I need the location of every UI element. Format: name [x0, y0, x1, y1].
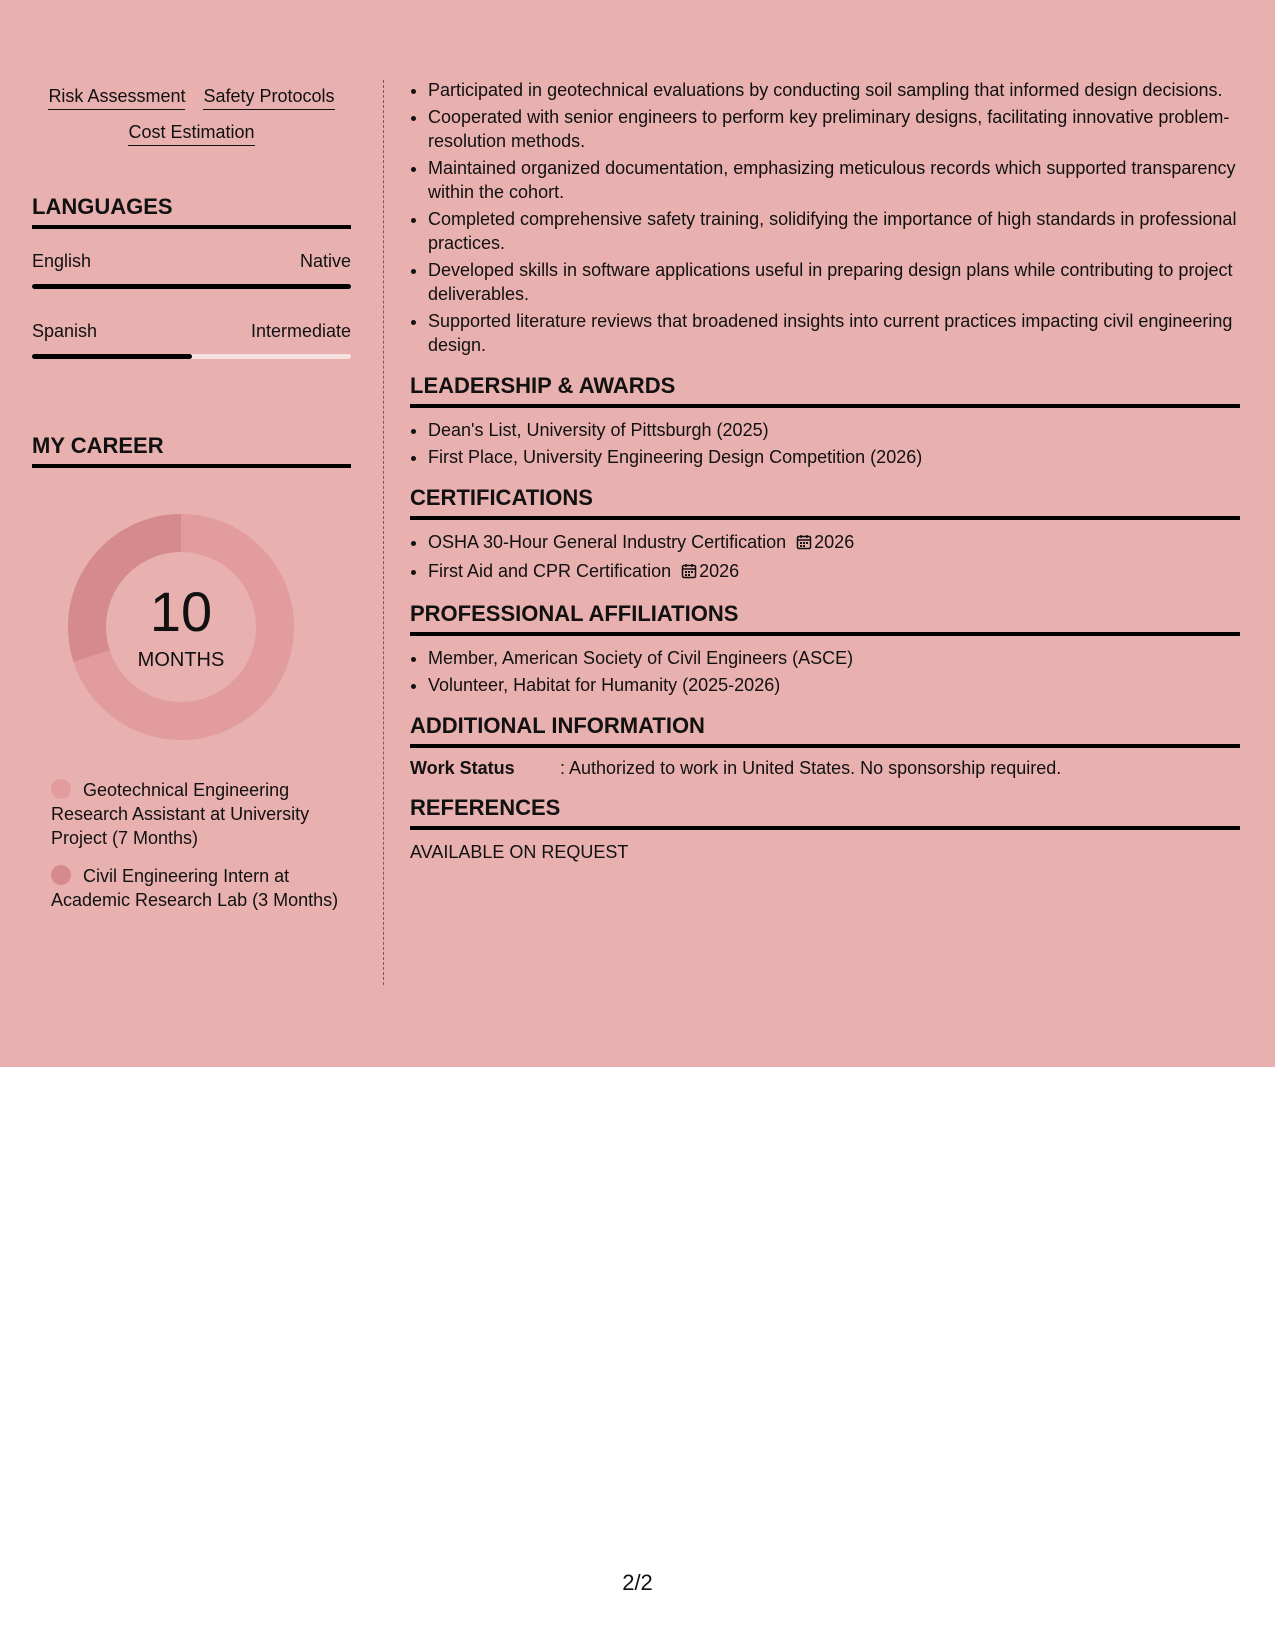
references-heading: REFERENCES — [410, 795, 1240, 830]
career-section — [32, 433, 351, 912]
list-item: • Completed comprehensive safety training, solidifying the importance of high standards in professional practices. — [428, 207, 1240, 255]
column-divider — [383, 80, 384, 985]
career-legend-item — [51, 864, 341, 912]
skills-list — [32, 78, 351, 146]
career-heading: MY CAREER — [32, 433, 351, 468]
list-item: • Supported literature reviews that broadened insights into current practices impacting civil engineering design. — [428, 309, 1240, 357]
sidebar — [32, 78, 351, 926]
affiliations-list — [410, 646, 1240, 697]
list-item: • Developed skills in software applications useful in preparing design plans while contributing to project deliverables. — [428, 258, 1240, 306]
career-donut-chart — [66, 512, 296, 742]
list-item: • Maintained organized documentation, emphasizing meticulous records which supported transparency within the cohort. — [428, 156, 1240, 204]
certification-name: OSHA 30-Hour General Industry Certification — [428, 532, 787, 552]
references-text: AVAILABLE ON REQUEST — [410, 842, 629, 862]
list-item: • First Place, University Engineering Design Competition (2026) — [428, 445, 1240, 469]
list-item — [428, 559, 1240, 585]
main-content — [410, 78, 1240, 863]
skill-tag: Cost Estimation — [128, 122, 254, 146]
certification-year: 2026 — [814, 532, 855, 552]
language-bar-fill — [32, 354, 192, 359]
page-number: 2/2 — [622, 1570, 653, 1595]
affiliations-heading: PROFESSIONAL AFFILIATIONS — [410, 601, 1240, 636]
career-legend-text: Geotechnical Engineering Research Assistant at University Project (7 Months) — [51, 780, 310, 848]
career-legend — [51, 778, 341, 912]
references-section — [410, 795, 1240, 863]
list-item: • Participated in geotechnical evaluations by conducting soil sampling that informed design decisions. — [428, 78, 1240, 102]
language-item — [32, 321, 351, 359]
list-item: • Cooperated with senior engineers to perform key preliminary designs, facilitating innovative problem-resolution methods. — [428, 105, 1240, 153]
languages-section — [32, 194, 351, 359]
language-item — [32, 251, 351, 289]
leadership-heading: LEADERSHIP & AWARDS — [410, 373, 1240, 408]
certification-name: First Aid and CPR Certification — [428, 561, 672, 581]
career-legend-item — [51, 778, 341, 850]
list-item: • Member, American Society of Civil Engineers (ASCE) — [428, 646, 1240, 670]
skill-tag: Risk Assessment — [48, 86, 185, 110]
list-item: • Volunteer, Habitat for Humanity (2025-2026) — [428, 673, 1240, 697]
language-level: Intermediate — [250, 321, 351, 341]
certifications-section — [410, 485, 1240, 585]
language-bar — [32, 284, 351, 289]
language-bar-fill — [32, 284, 351, 289]
additional-section — [410, 713, 1240, 779]
work-status-value: : Authorized to work in United States. No sponsorship required. — [560, 758, 1062, 778]
language-bar — [32, 354, 351, 359]
certifications-list — [410, 530, 1240, 585]
experience-bullets — [410, 78, 1240, 357]
list-item: • Dean's List, University of Pittsburgh (2025) — [428, 418, 1240, 442]
language-name: Spanish — [32, 321, 98, 341]
work-status-row — [410, 758, 1240, 779]
language-name: English — [32, 251, 92, 271]
languages-heading: LANGUAGES — [32, 194, 351, 229]
leadership-section — [410, 373, 1240, 469]
affiliations-section — [410, 601, 1240, 697]
calendar-icon — [796, 532, 812, 556]
additional-heading: ADDITIONAL INFORMATION — [410, 713, 1240, 748]
career-legend-text: Civil Engineering Intern at Academic Research Lab (3 Months) — [51, 866, 339, 910]
career-total-unit: MONTHS — [137, 649, 225, 671]
certifications-heading: CERTIFICATIONS — [410, 485, 1240, 520]
work-status-label: Work Status — [410, 758, 515, 778]
language-level: Native — [299, 251, 351, 271]
legend-dot — [51, 779, 71, 799]
leadership-list — [410, 418, 1240, 469]
calendar-icon — [681, 561, 697, 585]
certification-year: 2026 — [699, 561, 740, 581]
career-total-value: 10 — [149, 580, 213, 643]
legend-dot — [51, 865, 71, 885]
list-item — [428, 530, 1240, 556]
skill-tag: Safety Protocols — [203, 86, 334, 110]
